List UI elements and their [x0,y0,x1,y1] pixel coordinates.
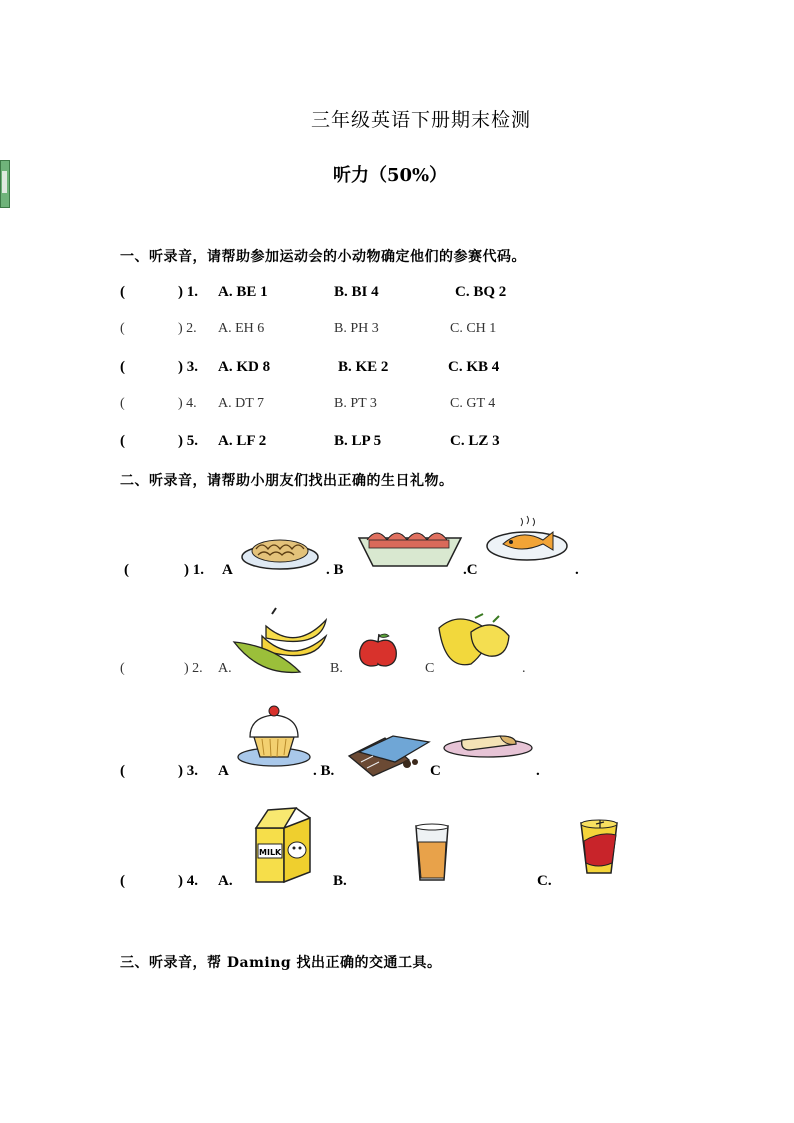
cupcake-icon [236,703,312,767]
fish-platter-icon [355,522,465,572]
bananas-icon [232,606,332,676]
juice-glass-icon [413,822,451,884]
section2-instruction: 二、听录音，请帮助小朋友们找出正确的生日礼物。 [120,473,454,489]
apple-icon [357,632,399,668]
bread-plate-icon [440,728,536,760]
milk-label: MILK [259,848,282,857]
pears-icon [435,612,513,678]
page-subtitle: 听力（50%） [333,165,448,186]
chocolate-icon [345,722,431,778]
milk-carton-icon [250,806,316,884]
page-title: 三年级英语下册期末检测 [311,109,532,131]
noodles-icon [240,527,320,572]
side-bookmark-tab [0,160,10,208]
section1-instruction: 一、听录音，请帮助参加运动会的小动物确定他们的参赛代码。 [120,249,526,265]
section3-instruction: 三、听录音，帮 Daming 找出正确的交通工具。 [120,955,442,971]
cola-cup-icon [578,817,620,877]
fried-fish-icon [485,512,570,564]
